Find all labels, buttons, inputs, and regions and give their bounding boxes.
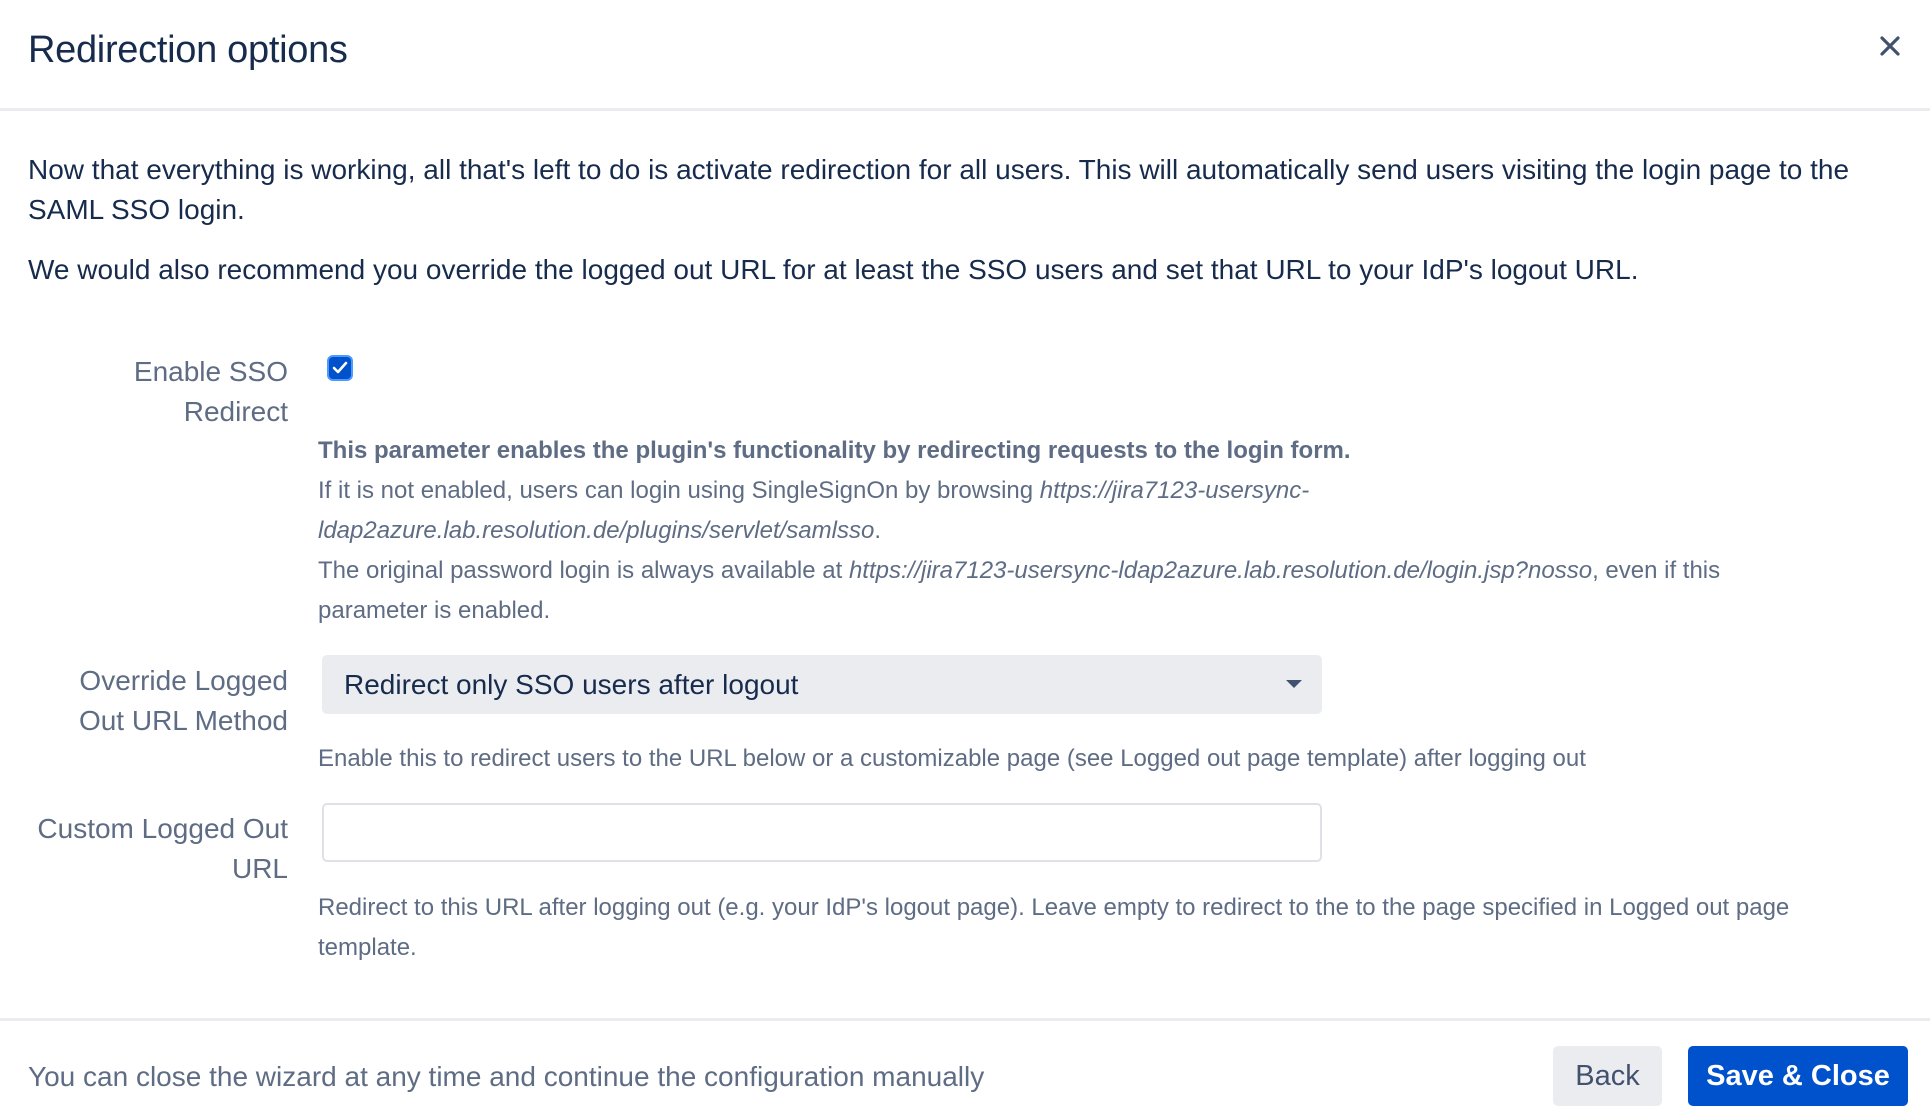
close-button[interactable] <box>1872 28 1908 64</box>
sso-url-part2: ldap2azure.lab.resolution.de/plugins/servlet/samlsso <box>318 517 875 544</box>
override-label-line1: Override Logged <box>79 665 288 696</box>
checkmark-icon <box>332 361 348 375</box>
close-icon <box>1872 28 1908 64</box>
enable-sso-desc-bold: This parameter enables the plugin's functionality by redirecting requests to the login form. <box>318 437 1351 464</box>
enable-sso-desc-line5: parameter is enabled. <box>318 597 551 624</box>
dialog-footer <box>0 1018 1930 1116</box>
custom-url-label-line1: Custom Logged Out <box>37 813 288 844</box>
login-desc-suffix: , even if this <box>1592 557 1721 584</box>
sso-url-part1: https://jira7123-usersync- <box>1039 477 1310 504</box>
login-url: https://jira7123-usersync-ldap2azure.lab.resolution.de/login.jsp?nosso <box>848 557 1593 584</box>
sso-url-suffix: . <box>874 517 881 544</box>
intro-text <box>28 150 1902 290</box>
dialog-title: Redirection options <box>28 29 348 71</box>
enable-sso-redirect-label <box>28 352 288 432</box>
custom-url-description <box>318 888 1898 968</box>
enable-sso-desc-prefix: If it is not enabled, users can login using SingleSignOn by browsing <box>318 477 1040 504</box>
override-label-line2: Out URL Method <box>78 705 288 736</box>
enable-sso-redirect-description <box>318 431 1898 631</box>
dialog-header <box>0 0 1930 111</box>
enable-sso-redirect-checkbox[interactable] <box>329 357 351 379</box>
override-method-select[interactable] <box>322 655 1322 714</box>
custom-logged-out-url-input[interactable] <box>322 803 1322 862</box>
enable-sso-label-line2: Redirect <box>183 396 288 427</box>
custom-url-label-line2: URL <box>231 853 288 884</box>
override-logged-out-url-method-label <box>28 661 288 741</box>
override-method-description: Enable this to redirect users to the URL below or a customizable page (see Logged out page template) after logging out <box>318 745 1586 772</box>
custom-logged-out-url-label <box>28 809 288 889</box>
intro-paragraph-1: Now that everything is working, all that's left to do is activate redirection for all users. This will automatically send users visiting the login page to the SAML SSO login. <box>28 154 1850 225</box>
chevron-down-icon <box>1286 680 1302 688</box>
custom-url-desc-line1: Redirect to this URL after logging out (e.g. your IdP's logout page). Leave empty to redirect to the to the page specified in Logged out page <box>318 894 1790 921</box>
intro-paragraph-2: We would also recommend you override the logged out URL for at least the SSO users and set that URL to your IdP's logout URL. <box>28 254 1639 285</box>
login-desc-prefix: The original password login is always available at <box>318 557 849 584</box>
back-button[interactable]: Back <box>1553 1046 1662 1106</box>
override-method-selected-value: Redirect only SSO users after logout <box>344 669 799 700</box>
enable-sso-label-line1: Enable SSO <box>133 356 288 387</box>
footer-note: You can close the wizard at any time and continue the configuration manually <box>28 1061 985 1092</box>
custom-url-desc-line2: template. <box>318 934 417 961</box>
save-and-close-button[interactable]: Save & Close <box>1688 1046 1908 1106</box>
